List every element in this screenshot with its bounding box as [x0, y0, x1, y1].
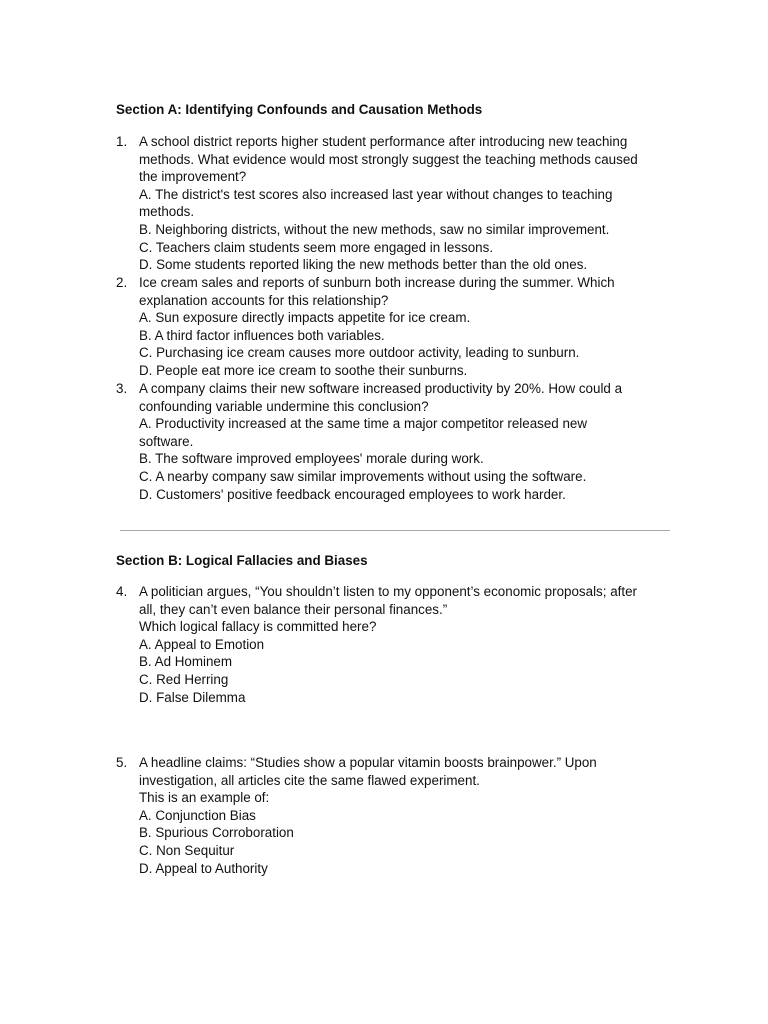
section-divider	[120, 530, 670, 531]
option-d: D. False Dilemma	[139, 689, 246, 705]
question-stem-line: investigation, all articles cite the same flawed experiment.	[139, 772, 480, 788]
option-a: A. Conjunction Bias	[139, 807, 256, 823]
question-3	[116, 380, 676, 503]
option-a-continued: software.	[139, 433, 194, 449]
option-b: B. Spurious Corroboration	[139, 825, 294, 841]
option-a: A. Sun exposure directly impacts appetite for ice cream.	[139, 310, 471, 326]
option-b: B. The software improved employees' morale during work.	[139, 451, 484, 467]
question-number: 4.	[116, 584, 128, 599]
option-c: C. Purchasing ice cream causes more outdoor activity, leading to sunburn.	[139, 345, 580, 361]
option-d: D. Appeal to Authority	[139, 860, 268, 876]
question-2	[116, 274, 676, 380]
question-stem-line: A school district reports higher student performance after introducing new teaching	[139, 134, 628, 149]
question-number: 5.	[116, 755, 128, 770]
option-a: A. Appeal to Emotion	[139, 636, 265, 652]
question-stem-line: methods. What evidence would most strongly suggest the teaching methods caused	[139, 151, 638, 167]
question-number: 2.	[116, 275, 128, 290]
question-4	[116, 583, 676, 706]
question-stem-line: A politician argues, “You shouldn’t listen to my opponent’s economic proposals; after	[139, 584, 637, 599]
option-a: A. The district's test scores also increased last year without changes to teaching	[139, 186, 613, 202]
question-number: 3.	[116, 381, 128, 396]
option-a-continued: methods.	[139, 204, 195, 220]
question-prompt: Which logical fallacy is committed here?	[139, 619, 377, 635]
question-stem-line: explanation accounts for this relationship?	[139, 292, 389, 308]
question-stem-line: A company claims their new software increased productivity by 20%. How could a	[139, 381, 623, 396]
question-1	[116, 133, 676, 274]
question-number: 1.	[116, 134, 128, 149]
option-b: B. Neighboring districts, without the new methods, saw no similar improvement.	[139, 221, 610, 237]
option-d: D. Customers' positive feedback encouraged employees to work harder.	[139, 486, 566, 502]
section-b-title: Section B: Logical Fallacies and Biases	[116, 553, 368, 568]
option-b: B. Ad Hominem	[139, 654, 233, 670]
option-c: C. Red Herring	[139, 671, 229, 687]
question-5	[116, 754, 676, 877]
question-stem-line: the improvement?	[139, 169, 247, 185]
question-stem-line: A headline claims: “Studies show a popular vitamin boosts brainpower.” Upon	[139, 755, 597, 770]
option-c: C. Teachers claim students seem more engaged in lessons.	[139, 239, 494, 255]
section-a-title: Section A: Identifying Confounds and Causation Methods	[116, 102, 483, 117]
option-c: C. Non Sequitur	[139, 842, 235, 858]
question-prompt: This is an example of:	[139, 790, 270, 806]
option-a: A. Productivity increased at the same time a major competitor released new	[139, 416, 588, 432]
question-stem-line: Ice cream sales and reports of sunburn both increase during the summer. Which	[139, 275, 615, 290]
option-d: D. People eat more ice cream to soothe their sunburns.	[139, 362, 468, 378]
question-stem-line: all, they can’t even balance their personal finances.”	[139, 601, 448, 617]
option-c: C. A nearby company saw similar improvements without using the software.	[139, 468, 587, 484]
option-d: D. Some students reported liking the new methods better than the old ones.	[139, 257, 588, 273]
question-stem-line: confounding variable undermine this conclusion?	[139, 398, 429, 414]
option-b: B. A third factor influences both variables.	[139, 327, 385, 343]
